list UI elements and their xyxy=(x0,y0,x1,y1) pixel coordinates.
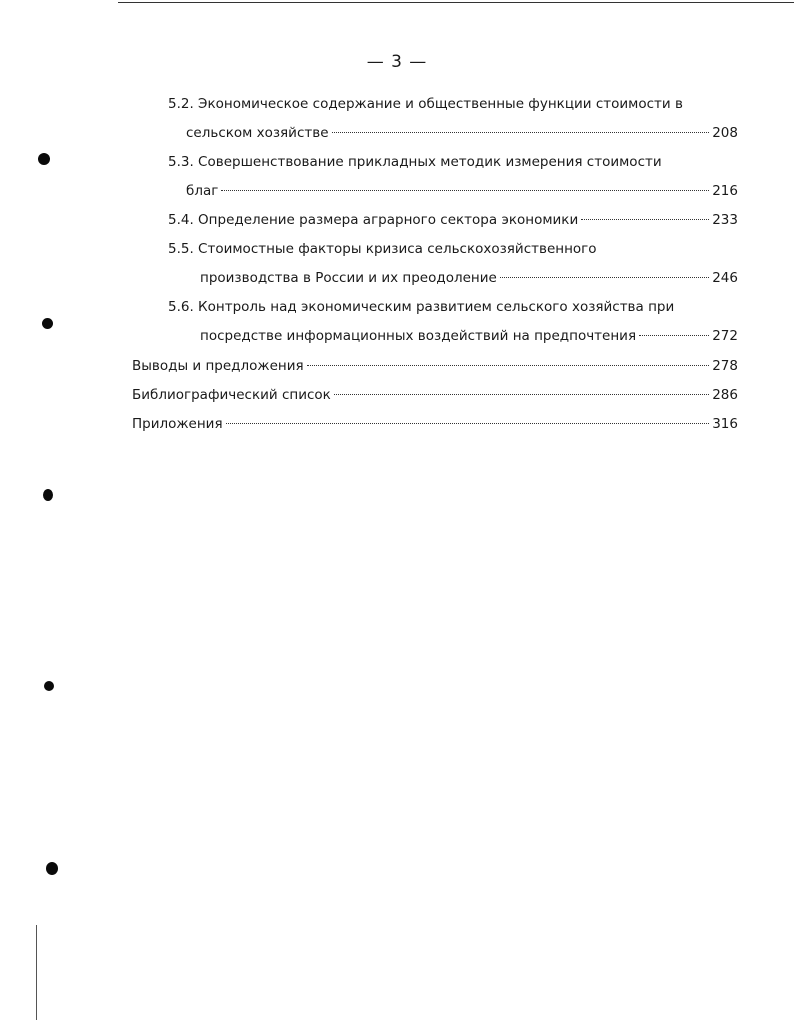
toc-entry-5-5-line-1: 5.5. Стоимостные факторы кризиса сельскохозяйственного xyxy=(168,241,597,257)
page-number: — 3 — xyxy=(366,52,428,72)
leader-dots xyxy=(221,190,709,191)
toc-page-number: 246 xyxy=(712,270,738,286)
toc-page-number: 233 xyxy=(712,212,738,228)
toc-page-number: 316 xyxy=(712,416,738,432)
toc-entry-5-2-line-1: 5.2. Экономическое содержание и общественные функции стоимости в xyxy=(168,96,683,112)
punch-hole-mark xyxy=(46,862,58,875)
toc-entry-appendices: Приложения 316 xyxy=(132,416,738,432)
toc-entry-5-2-line-2: сельском хозяйстве 208 xyxy=(186,125,738,141)
punch-hole-mark xyxy=(44,681,54,691)
toc-page-number: 286 xyxy=(712,387,738,403)
left-margin-rule xyxy=(36,925,37,1020)
toc-entry-5-4: 5.4. Определение размера аграрного сектора экономики 233 xyxy=(168,212,738,228)
leader-dots xyxy=(639,335,709,336)
toc-entry-5-3-line-2: благ 216 xyxy=(186,183,738,199)
leader-dots xyxy=(500,277,709,278)
toc-entry-5-3-line-1: 5.3. Совершенствование прикладных методик измерения стоимости xyxy=(168,154,662,170)
toc-entry-5-6-line-2: посредстве информационных воздействий на предпочтения 272 xyxy=(200,328,738,344)
punch-hole-mark xyxy=(38,153,50,165)
toc-entry-5-6-line-1: 5.6. Контроль над экономическим развитием сельского хозяйства при xyxy=(168,299,675,315)
leader-dots xyxy=(334,394,709,395)
leader-dots xyxy=(307,365,710,366)
leader-dots xyxy=(581,219,709,220)
toc-page-number: 278 xyxy=(712,358,738,374)
toc-page-number: 216 xyxy=(712,183,738,199)
top-rule xyxy=(118,2,794,3)
toc-page-number: 272 xyxy=(712,328,738,344)
toc-entry-5-5-line-2: производства в России и их преодоление 246 xyxy=(200,270,738,286)
leader-dots xyxy=(332,132,710,133)
toc-page-number: 208 xyxy=(712,125,738,141)
punch-hole-mark xyxy=(42,318,53,329)
leader-dots xyxy=(226,423,710,424)
toc-entry-bibliography: Библиографический список 286 xyxy=(132,387,738,403)
punch-hole-mark xyxy=(43,489,53,501)
toc-entry-conclusions: Выводы и предложения 278 xyxy=(132,358,738,374)
